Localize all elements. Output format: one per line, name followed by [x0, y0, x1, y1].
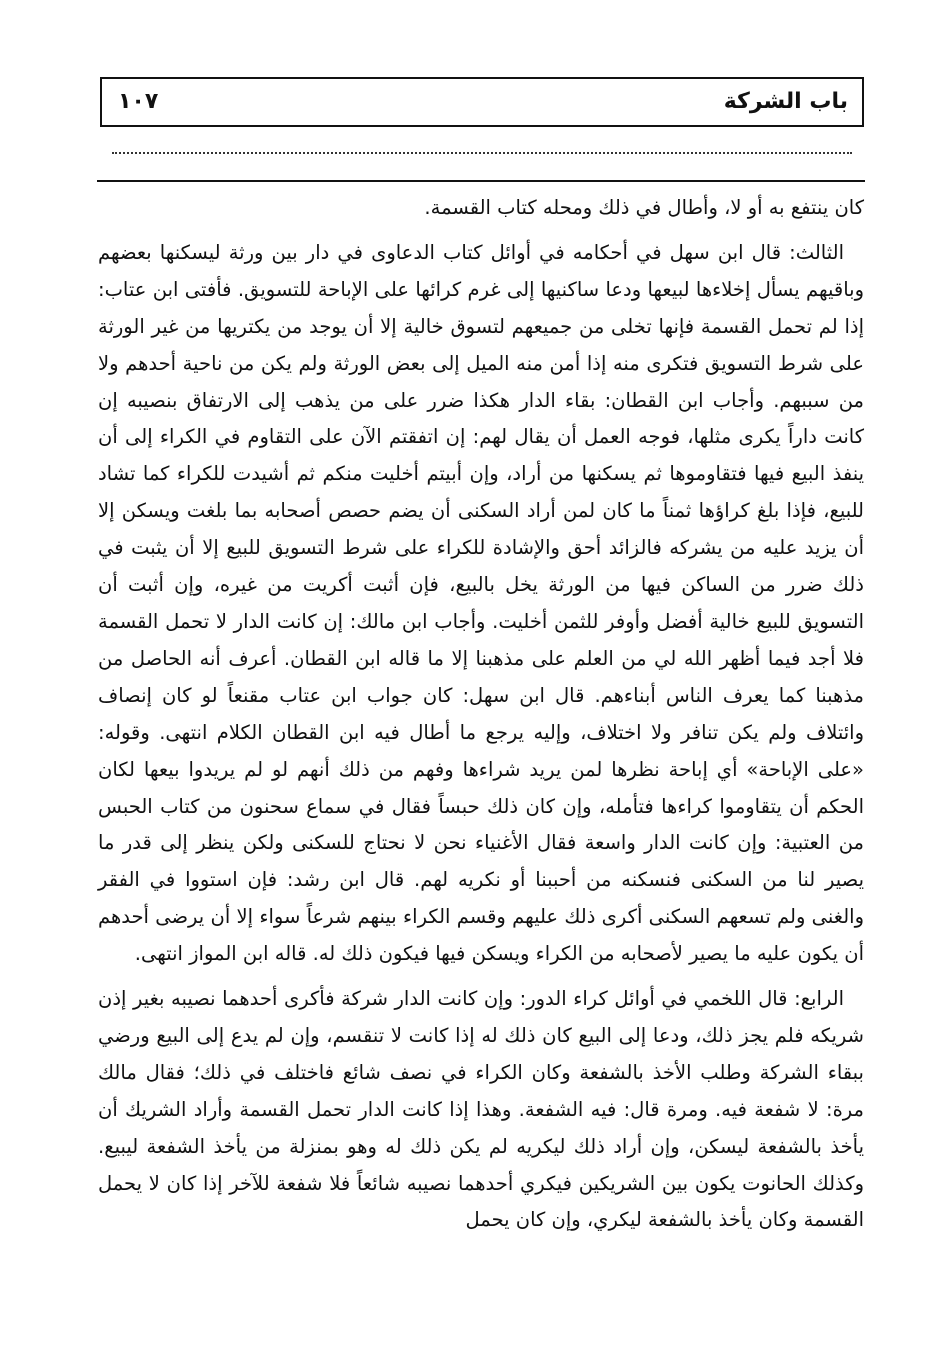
paragraph-fourth: الرابع: قال اللخمي في أوائل كراء الدور: وإن كانت الدار شركة فأكرى أحدهما نصيبه بغير إذن شريكه فلم يجز ذلك، ودعا إلى البيع كان ذلك له إذا كانت لا تنقسم، وإن لم يدع إلى البيع ورضي ببقاء الشركة وطلب الأخذ بالشفعة وكان الكراء في نصف شائع فاختلف في ذلك؛ فقال مالك مرة: لا شفعة فيه. ومرة قال: فيه الشفعة. وهذا إذا كانت الدار تحمل القسمة وأراد الشريك أن يأخذ بالشفعة ليسكن، وإن أراد ذلك ليكريه لم يكن ذلك له وهو بمنزلة من يأخذ الشفعة ليبيع. وكذلك الحانوت يكون بين الشريكين فيكري أحدهما نصيبه شائعاً فلا شفعة للآخر إذا كان لا يحمل القسمة وكان يأخذ بالشفعة ليكري، وإن كان يحمل: [98, 987, 864, 1232]
body-text: [98, 190, 864, 1239]
page-number: ١٠٧: [118, 89, 159, 114]
chapter-title: باب الشركة: [723, 89, 848, 114]
horizontal-rule: [97, 180, 865, 182]
paragraph-continuation: كان ينتفع به أو لا، وأطال في ذلك ومحله كتاب القسمة.: [424, 196, 864, 219]
running-header: [100, 77, 864, 127]
dotted-separator: [112, 152, 852, 154]
paragraph-third: الثالث: قال ابن سهل في أحكامه في أوائل كتاب الدعاوى في دار بين ورثة ليسكنها بعضهم وباقيهم يسأل إخلاءها لبيعها ودعا ساكنيها إلى غرم كرائها على الإباحة للتسويق. فأفتى ابن عتاب: إذا لم تحمل القسمة فإنها تخلى من جميعهم لتسوق خالية إلا أن يوجد من يكتريها من غير الورثة على شرط التسويق فتكرى منه إذا أمن منه الميل إلى بعض الورثة ولم يكن من ناحية أحدهم ولا من سببهم. وأجاب ابن القطان: بقاء الدار هكذا ضرر على من يذهب إلى الارتفاق بنصيبه إن كانت داراً يكرى مثلها، فوجه العمل أن يقال لهم: إن اتفقتم الآن على التقاوم في الكراء إلى أن ينفذ البيع فيها فتقاوموها ثم يسكنها من أراد، وإن أبيتم أخليت منكم ثم أشيدت للكراء كما تشاد للبيع، فإذا بلغ كراؤها ثمناً ما كان لمن أراد السكنى أن يضم حصص أصحابه بما بلغت ويسكن إلا أن يزيد عليه من يشركه فالزائد أحق والإشادة للكراء على شرط التسويق للبيع إلا أن يثبت في ذلك ضرر من الساكن فيها من الورثة يخل بالبيع، فإن أثبت أكريت من غيره، وإن أثبت أن التسويق للبيع خالية أفضل وأوفر للثمن أخليت. وأجاب ابن مالك: إن كانت الدار لا تحمل القسمة فلا أجد فيما أظهر الله لي من العلم على مذهبنا إلا ما قاله ابن القطان. أعرف أنه الحاصل من مذهبنا كما يعرف الناس أبناءهم. قال ابن سهل: كان جواب ابن عتاب مقنعاً لو كان إنصاف وائتلاف ولم يكن تنافر ولا اختلاف، وإليه يرجع ما أطال فيه ابن القطان الكلام انتهى. وقوله: «على الإباحة» أي إباحة نظرها لمن يريد شراءها وفهم من ذلك أنهم لو لم يريدوا بيعها لكان الحكم أن يتقاوموا كراءها فتأمله، وإن كان ذلك حبساً فقال في سماع سحنون من كتاب الحبس من العتبية: وإن كانت الدار واسعة فقال الأغنياء نحن لا نحتاج للسكنى ولكن ينظر إلى قدر ما يصير لنا من السكنى فنسكنه من أحببنا أو نكريه لهم. قال ابن رشد: فإن استووا في الفقر والغنى ولم تسعهم السكنى أكرى ذلك عليهم وقسم الكراء بينهم شرعاً سواء إلا أن يرضى أحدهم أن يكون عليه ما يصير لأصحابه من الكراء ويسكن فيها فيكون ذلك له. قاله ابن المواز انتهى.: [98, 240, 864, 966]
